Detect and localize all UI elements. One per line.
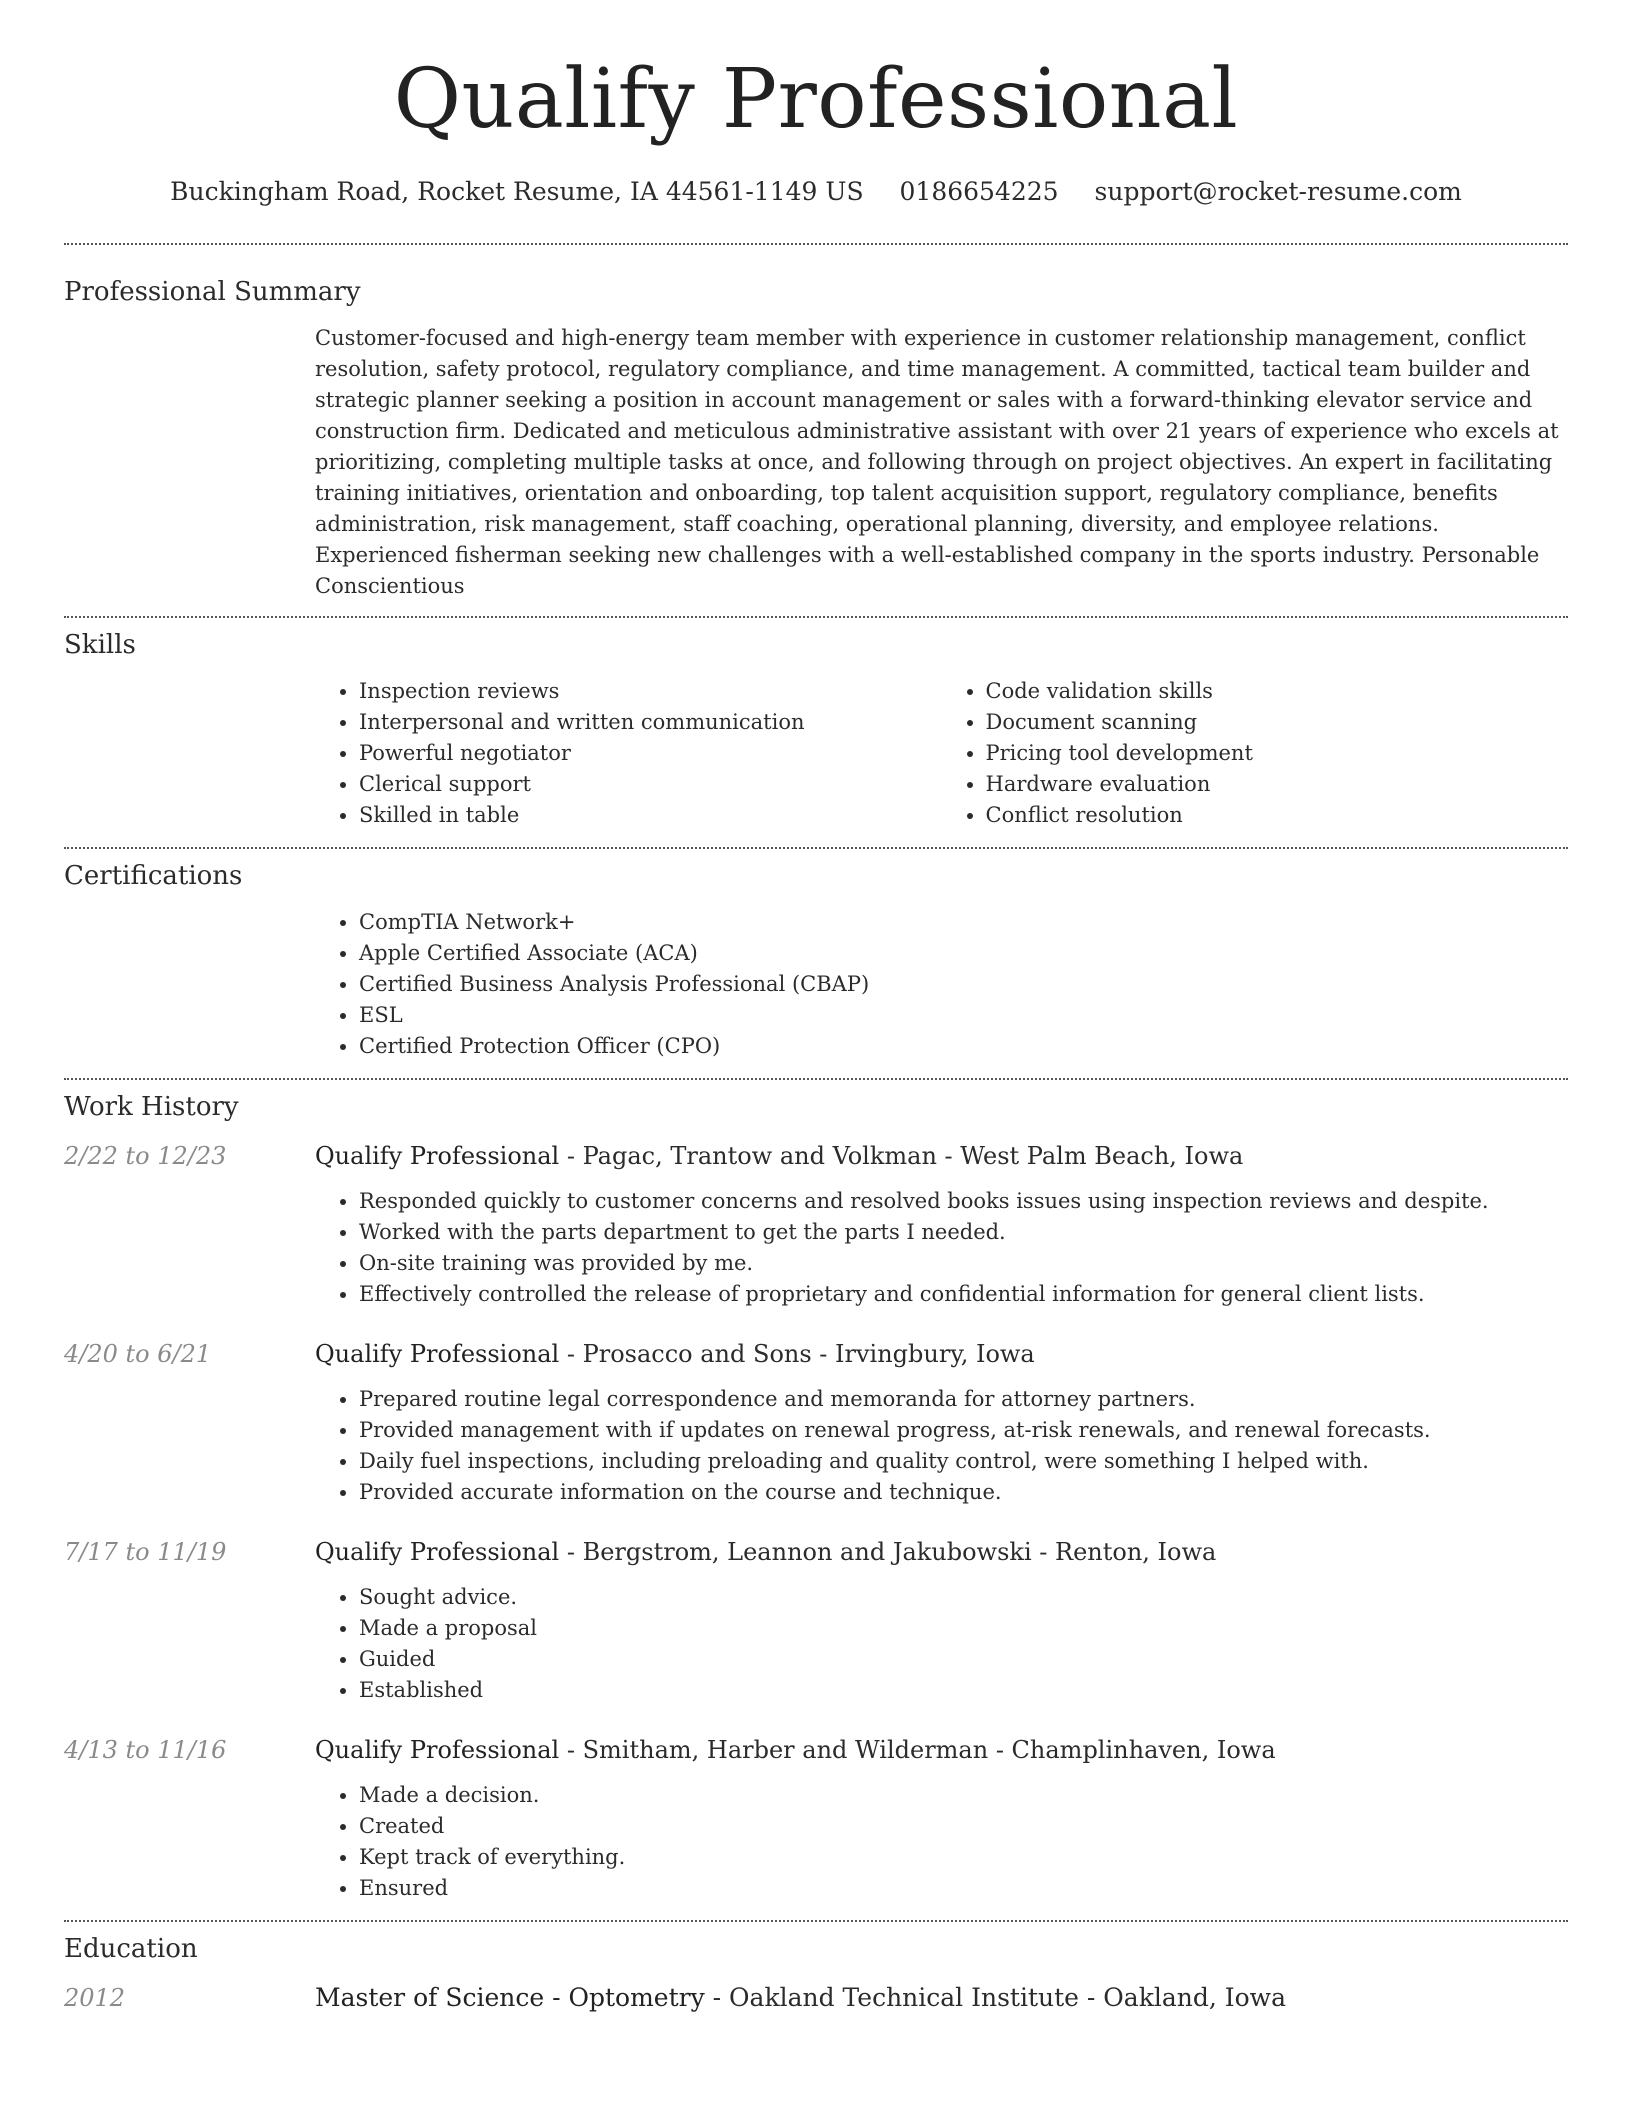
section-title-education: Education [64,1934,198,1964]
job-bullet: • Effectively controlled the release of proprietary and confidential information for general client lists. [359,1279,1568,1310]
job-bullet: • On-site training was provided by me. [359,1248,1568,1279]
job-bullet: • Provided management with if updates on renewal progress, at-risk renewals, and renewal forecasts. [359,1415,1568,1446]
job-employer: - Smitham, Harber and Wilderman - Champlinhaven, Iowa [559,1736,1276,1764]
skill-item: • Hardware evaluation [986,769,1569,800]
job-bullets [315,1582,1568,1706]
section-title-skills: Skills [64,630,136,660]
skill-item: • Pricing tool development [986,738,1569,769]
certifications-section [64,849,1568,1078]
education-degree: Master of Science - Optometry [315,1983,705,2012]
job-bullet: • Ensured [359,1873,1568,1904]
contact-line [64,176,1568,208]
job-entry [64,1534,1568,1706]
job-title: Qualify Professional [315,1340,560,1368]
job-bullet: • Responded quickly to customer concerns and resolved books issues using inspection reviews and despite. [359,1186,1568,1217]
job-employer: - Prosacco and Sons - Irvingbury, Iowa [559,1340,1035,1368]
skill-item: • Interpersonal and written communication [359,707,942,738]
job-employer: - Pagac, Trantow and Volkman - West Palm Beach, Iowa [559,1142,1244,1170]
address: Buckingham Road, Rocket Resume, IA 44561-1149 US [170,177,864,206]
section-title-work-history: Work History [64,1092,239,1122]
email: support@rocket-resume.com [1094,177,1462,206]
certification-item: • CompTIA Network+ [359,907,1568,938]
job-heading [315,1336,1568,1372]
job-bullets [315,1186,1568,1310]
job-bullets [315,1780,1568,1904]
job-heading [315,1138,1568,1174]
skill-item: • Skilled in table [359,800,942,831]
certification-item: • ESL [359,1000,1568,1031]
education-year: 2012 [64,1984,126,2012]
job-dates: 4/20 to 6/21 [64,1340,212,1368]
job-bullet: • Made a decision. [359,1780,1568,1811]
job-bullet: • Daily fuel inspections, including preloading and quality control, were something I helped with. [359,1446,1568,1477]
job-heading [315,1732,1568,1768]
job-bullet: • Worked with the parts department to get the parts I needed. [359,1217,1568,1248]
education-heading [315,1980,1568,2016]
job-employer: - Bergstrom, Leannon and Jakubowski - Renton, Iowa [559,1538,1217,1566]
job-bullet: • Kept track of everything. [359,1842,1568,1873]
job-entry [64,1336,1568,1508]
certification-item: • Certified Protection Officer (CPO) [359,1031,1568,1062]
section-title-certifications: Certifications [64,861,243,891]
skill-item: • Document scanning [986,707,1569,738]
certification-item: • Apple Certified Associate (ACA) [359,938,1568,969]
skill-item: • Conflict resolution [986,800,1569,831]
education-school: - Oakland Technical Institute - Oakland, Iowa [704,1983,1286,2012]
job-title: Qualify Professional [315,1736,560,1764]
section-title-summary: Professional Summary [64,277,361,307]
job-dates: 4/13 to 11/16 [64,1736,227,1764]
job-heading [315,1534,1568,1570]
skill-item: • Clerical support [359,769,942,800]
job-entry [64,1138,1568,1310]
certifications-list [315,907,1568,1062]
job-bullet: • Made a proposal [359,1613,1568,1644]
resume-header [64,0,1568,208]
skills-list-right [942,676,1569,831]
job-title: Qualify Professional [315,1538,560,1566]
job-bullet: • Established [359,1675,1568,1706]
summary-text: Customer-focused and high-energy team member with experience in customer relationship management, conflict resolution, safety protocol, regulatory compliance, and time management. A committed, tactical team builder and strategic planner seeking a position in account management or sales with a forward-thinking elevator service and construction firm. Dedicated and meticulous administrative assistant with over 21 years of experience who excels at prioritizing, completing multiple tasks at once, and following through on project objectives. An expert in facilitating training initiatives, orientation and onboarding, top talent acquisition support, regulatory compliance, benefits administration, risk management, staff coaching, operational planning, diversity, and employee relations. Experienced fisherman seeking new challenges with a well-established company in the sports industry. Personable Conscientious [315,326,1559,598]
job-bullet: • Provided accurate information on the course and technique. [359,1477,1568,1508]
job-bullet: • Sought advice. [359,1582,1568,1613]
skill-item: • Code validation skills [986,676,1569,707]
phone: 0186654225 [899,177,1059,206]
skill-item: • Inspection reviews [359,676,942,707]
certification-item: • Certified Business Analysis Professional (CBAP) [359,969,1568,1000]
job-dates: 2/22 to 12/23 [64,1142,227,1170]
education-section [64,1922,1568,2032]
job-title: Qualify Professional [315,1142,560,1170]
job-bullets [315,1384,1568,1508]
job-bullet: • Created [359,1811,1568,1842]
summary-section [64,245,1568,616]
education-entry [64,1980,1568,2016]
skills-section [64,618,1568,847]
skills-list-left [315,676,942,831]
job-dates: 7/17 to 11/19 [64,1538,227,1566]
candidate-name: Qualify Professional [393,52,1239,147]
skill-item: • Powerful negotiator [359,738,942,769]
job-bullet: • Guided [359,1644,1568,1675]
job-bullet: • Prepared routine legal correspondence and memoranda for attorney partners. [359,1384,1568,1415]
work-history-section [64,1080,1568,1920]
job-entry [64,1732,1568,1904]
